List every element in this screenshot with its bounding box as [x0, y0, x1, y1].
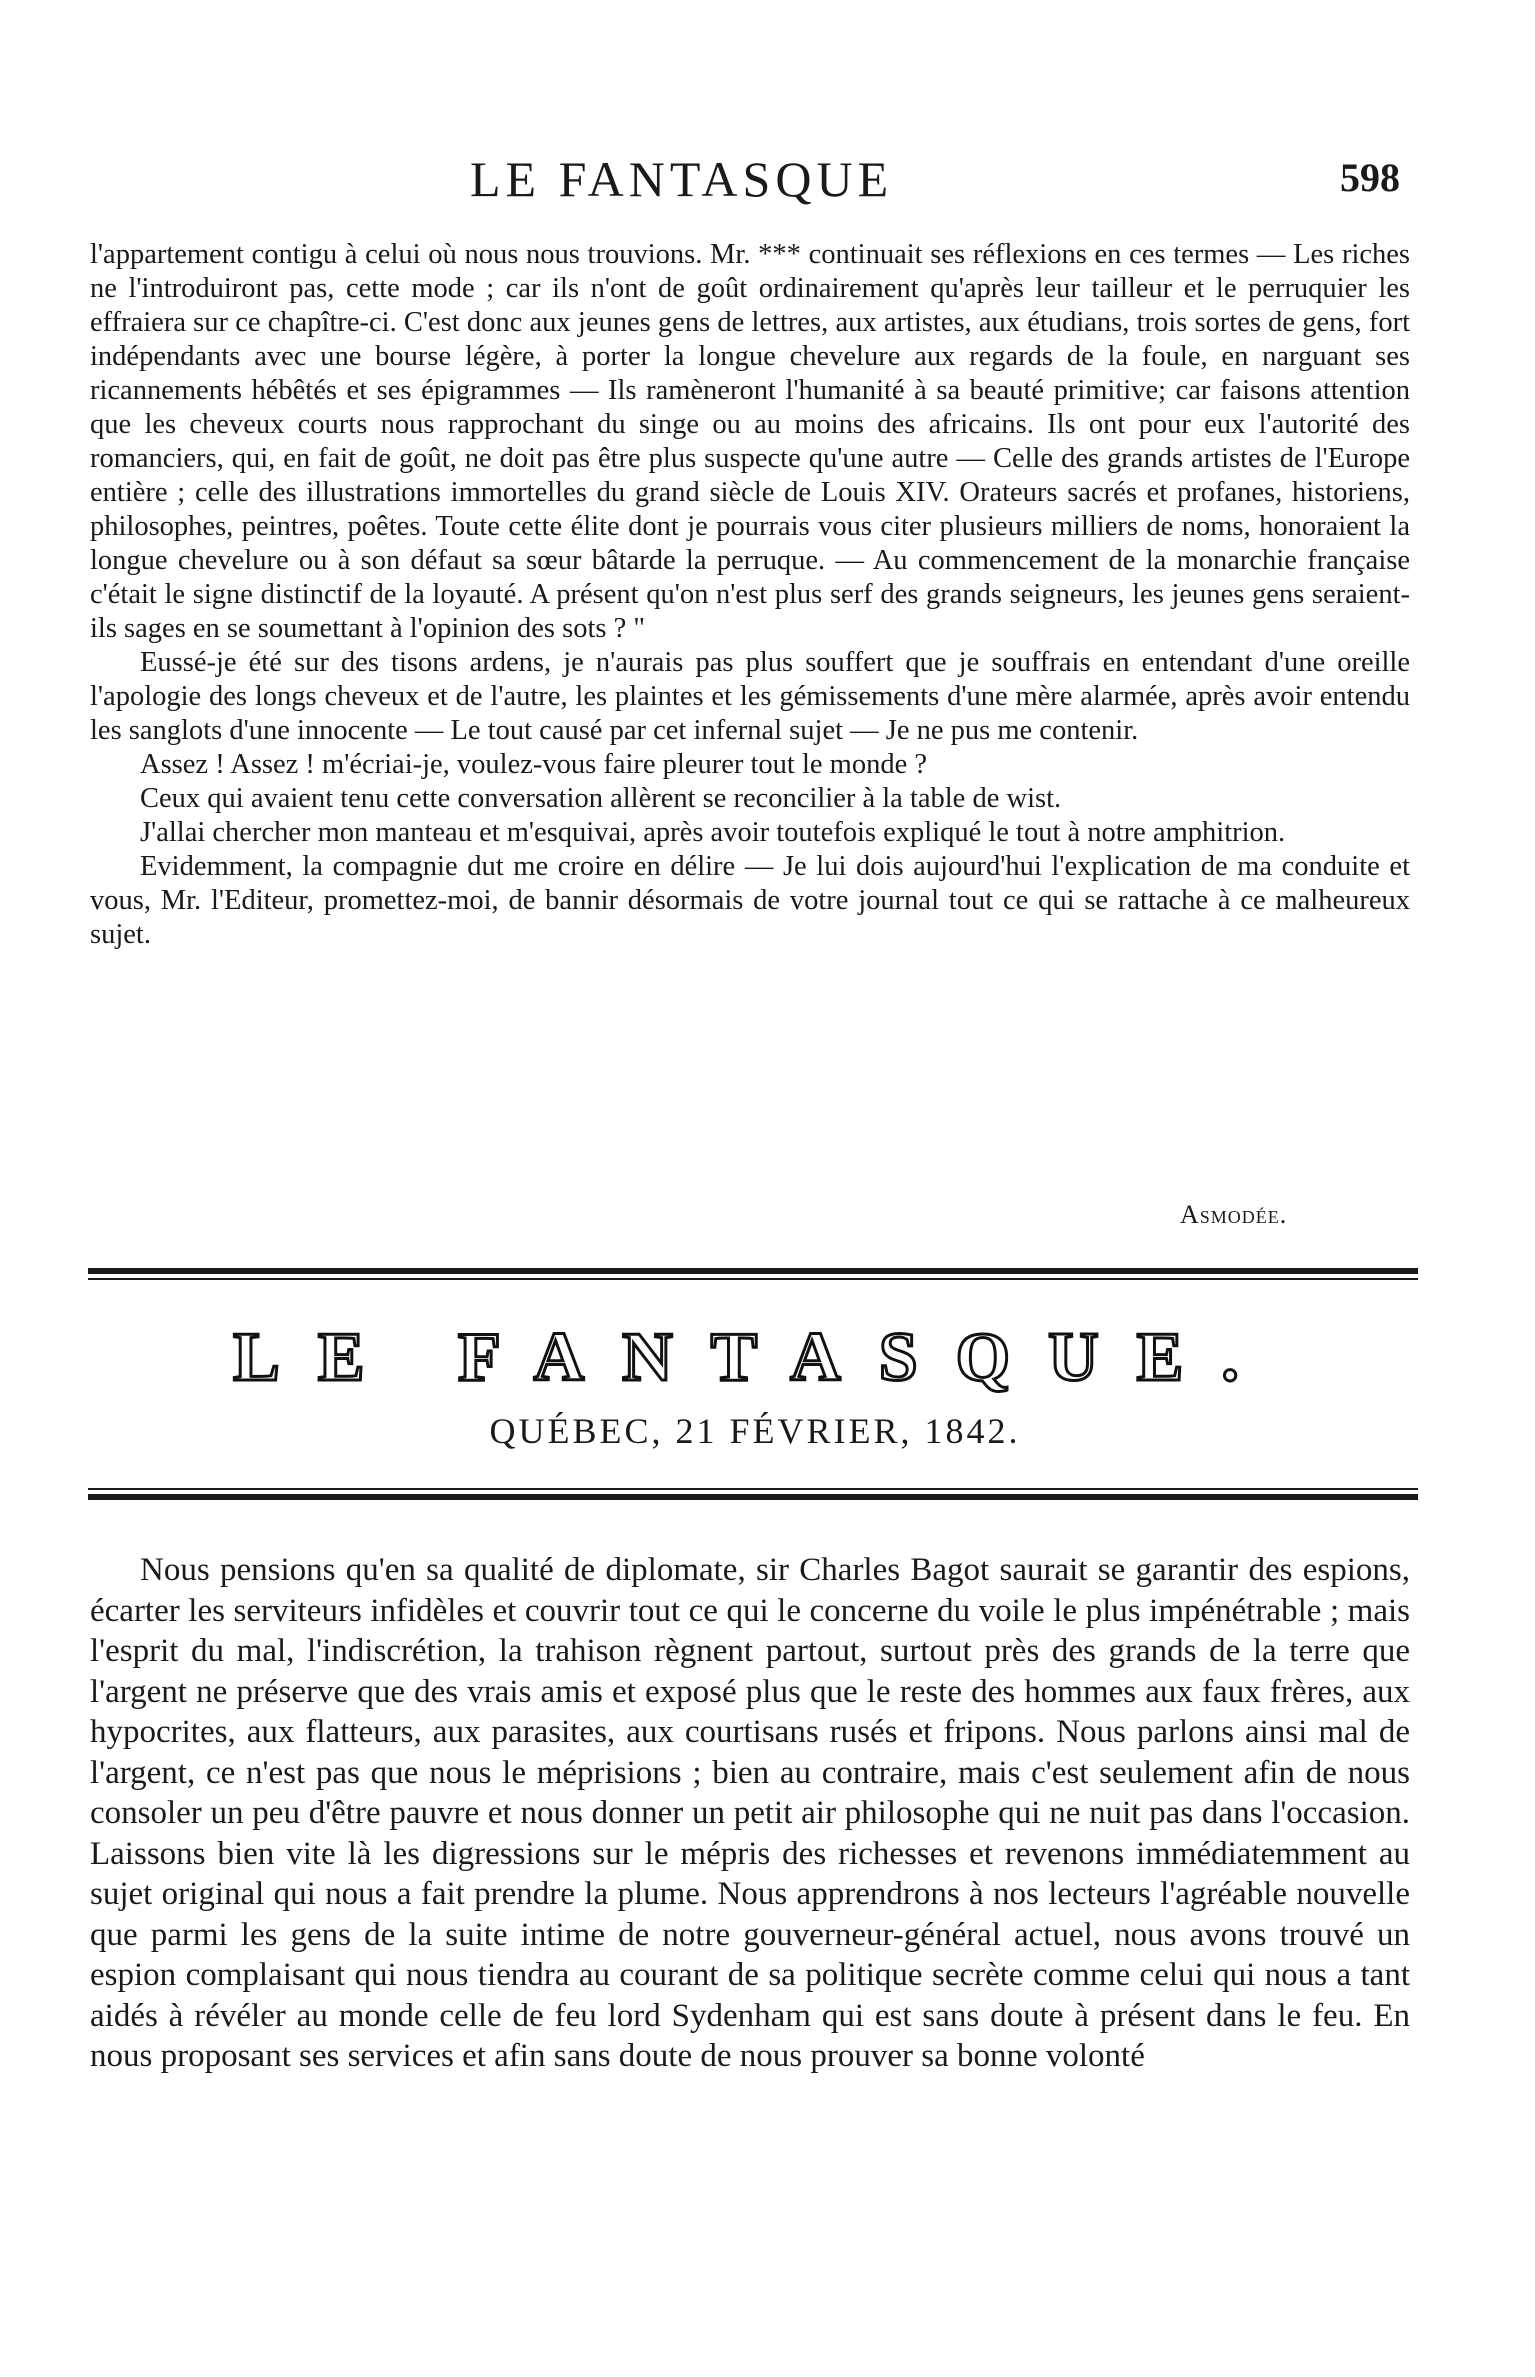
section-divider-top-thin: [88, 1278, 1418, 1280]
editorial-text: [90, 1550, 1410, 2077]
editorial-paragraph: Nous pensions qu'en sa qualité de diplomate, sir Charles Bagot saurait se garantir des espions, écarter les serviteurs infidèles et couvrir tout ce qui le concerne du voile le plus impénétrable ; mais l'esprit du mal, l'indiscrétion, la trahison règnent partout, surtout près des grands de la terre que l'argent ne préserve que des vrais amis et exposé plus que le reste des hommes aux faux frères, aux hypocrites, aux flatteurs, aux parasites, aux courtisans rusés et fripons. Nous parlons ainsi mal de l'argent, ce n'est pas que nous le méprisions ; bien au contraire, mais c'est seulement afin de nous consoler un peu d'être pauvre et nous donner un petit air philosophe qui ne nuit pas dans l'occasion. Laissons bien vite là les digressions sur le mépris des richesses et revenons immédiatemment au sujet original qui nous a fait prendre la plume. Nous apprendrons à nos lecteurs l'agréable nouvelle que parmi les gens de la suite intime de notre gouverneur-général actuel, nous avons trouvé un espion complaisant qui nous tiendra au courant de sa politique secrète comme celui qui nous a tant aidés à révéler au monde celle de feu lord Sydenham qui est sans doute à présent dans le feu. En nous proposant ses services et afin sans doute de nous prouver sa bonne volonté: [90, 1552, 1410, 2074]
article-paragraph: Eussé-je été sur des tisons ardens, je n'aurais pas plus souffert que je souffrais en entendant d'une oreille l'apologie des longs cheveux et de l'autre, les plaintes et les gémissements d'une mère alarmée, après avoir entendu les sanglots d'une innocente — Le tout causé par cet infernal sujet — Je ne pus me contenir.: [90, 647, 1410, 746]
article-paragraph: Assez ! Assez ! m'écriai-je, voulez-vous faire pleurer tout le monde ?: [140, 749, 927, 780]
masthead-title: LE FANTASQUE.: [233, 1319, 1277, 1396]
article-paragraph: l'appartement contigu à celui où nous nous trouvions. Mr. *** continuait ses réflexions en ces termes — Les riches ne l'introduiront pas, cette mode ; car ils n'ont de goût ordinairement qu'après leur tailleur et le perruquier les effraiera sur ce chapître-ci. C'est donc aux jeunes gens de lettres, aux artistes, aux étudians, trois sortes de gens, fort indépendants avec une bourse légère, à porter la longue chevelure aux regards de la foule, en narguant ses ricannements hébêtés et ses épigrammes — Ils ramèneront l'humanité à sa beauté primitive; car faisons attention que les cheveux courts nous rapprochant du singe ou au moins des africains. Ils ont pour eux l'autorité des romanciers, qui, en fait de goût, ne doit pas être plus suspecte qu'une autre — Celle des grands artistes de l'Europe entière ; celle des illustrations immortelles du grand siècle de Louis XIV. Orateurs sacrés et profanes, historiens, philosophes, peintres, poêtes. Toute cette élite dont je pourrais vous citer plusieurs milliers de noms, honoraient la longue chevelure ou à son défaut sa sœur bâtarde la perruque. — Au commencement de la monarchie française c'était le signe distinctif de la loyauté. A présent qu'on n'est plus serf des grands seigneurs, les jeunes gens seraient-ils sages en se soumettant à l'opinion des sots ? ": [90, 239, 1410, 644]
page-number: 598: [1340, 155, 1400, 200]
section-divider-top-thick: [88, 1268, 1418, 1274]
article-text: [90, 238, 1410, 952]
article-paragraph: Ceux qui avaient tenu cette conversation allèrent se reconcilier à la table de wist.: [140, 783, 1062, 814]
article-signature: Asmodée.: [1180, 1200, 1288, 1229]
section-divider-bottom-thick: [88, 1494, 1418, 1500]
article-paragraph: J'allai chercher mon manteau et m'esquivai, après avoir toutefois expliqué le tout à notre amphitrion.: [140, 817, 1286, 848]
section-divider-bottom-thin: [88, 1488, 1418, 1490]
dateline: QUÉBEC, 21 FÉVRIER, 1842.: [489, 1411, 1021, 1451]
running-title: LE FANTASQUE: [470, 151, 894, 207]
running-head: [90, 150, 1420, 220]
article-paragraph: Evidemment, la compagnie dut me croire en délire — Je lui dois aujourd'hui l'explication de ma conduite et vous, Mr. l'Editeur, promettez-moi, de bannir désormais de votre journal tout ce qui se rattache à ce malheureux sujet.: [90, 851, 1410, 950]
